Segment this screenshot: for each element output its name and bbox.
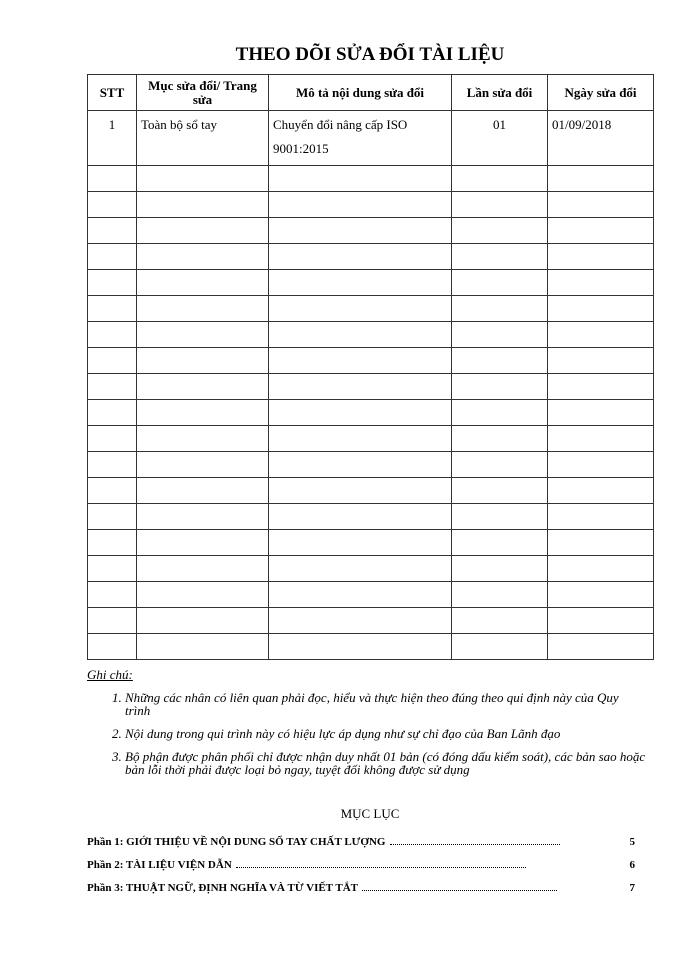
table-cell-empty: [88, 426, 137, 452]
table-cell-empty: [269, 270, 452, 296]
toc-leader: [236, 867, 526, 868]
toc-label: Phần 1: GIỚI THIỆU VỀ NỘI DUNG SỔ TAY CHẤT LƯỢNG: [87, 836, 386, 848]
table-cell-empty: [88, 322, 137, 348]
toc-title: MỤC LỤC: [340, 806, 400, 821]
table-cell-empty: [88, 530, 137, 556]
table-cell-empty: [137, 166, 269, 192]
table-cell-empty: [137, 348, 269, 374]
table-cell-empty: [137, 452, 269, 478]
note-item: 3. Bộ phận được phân phối chỉ được nhận duy nhất 01 bản (có đóng dấu kiểm soát), các bản sao hoặc bản lỗi thời phải được loại bỏ ngay, tuyệt đối không được sử dụng: [125, 750, 647, 776]
table-row-empty: [88, 608, 654, 634]
table-row-empty: [88, 218, 654, 244]
table-cell-empty: [452, 348, 548, 374]
header-date: Ngày sửa đổi: [548, 75, 654, 111]
table-cell-empty: [137, 374, 269, 400]
table-row-empty: [88, 296, 654, 322]
notes-section: [87, 667, 647, 786]
table-cell-empty: [548, 556, 654, 582]
table-cell-empty: [452, 166, 548, 192]
cell-description: Chuyển đổi nâng cấp ISO 9001:2015: [269, 111, 452, 166]
table-cell-empty: [88, 166, 137, 192]
table-row-empty: [88, 322, 654, 348]
header-description: Mô tả nội dung sửa đổi: [269, 75, 452, 111]
table-row-empty: [88, 192, 654, 218]
table-cell-empty: [452, 400, 548, 426]
table-row-empty: [88, 556, 654, 582]
table-cell-empty: [452, 192, 548, 218]
table-cell-empty: [452, 296, 548, 322]
table-cell-empty: [548, 608, 654, 634]
toc-entry[interactable]: [87, 882, 635, 905]
table-cell-empty: [269, 296, 452, 322]
cell-date: 01/09/2018: [548, 111, 654, 166]
table-cell-empty: [137, 296, 269, 322]
table-cell-empty: [452, 608, 548, 634]
table-cell-empty: [548, 374, 654, 400]
table-cell-empty: [452, 374, 548, 400]
table-row-empty: [88, 452, 654, 478]
table-cell-empty: [137, 504, 269, 530]
table-cell-empty: [88, 634, 137, 660]
toc-entry[interactable]: [87, 836, 635, 859]
table-cell-empty: [269, 426, 452, 452]
table-row-empty: [88, 400, 654, 426]
table-cell-empty: [269, 348, 452, 374]
table-cell-empty: [269, 218, 452, 244]
table-row: [88, 111, 654, 166]
table-cell-empty: [137, 322, 269, 348]
table-cell-empty: [88, 452, 137, 478]
table-row-empty: [88, 426, 654, 452]
table-cell-empty: [269, 478, 452, 504]
table-cell-empty: [548, 634, 654, 660]
table-cell-empty: [452, 504, 548, 530]
table-cell-empty: [548, 400, 654, 426]
table-cell-empty: [269, 634, 452, 660]
table-row-empty: [88, 270, 654, 296]
table-cell-empty: [88, 504, 137, 530]
table-cell-empty: [452, 270, 548, 296]
table-cell-empty: [137, 244, 269, 270]
table-cell-empty: [452, 218, 548, 244]
table-cell-empty: [137, 556, 269, 582]
table-cell-empty: [452, 556, 548, 582]
table-cell-empty: [88, 296, 137, 322]
table-cell-empty: [548, 530, 654, 556]
table-cell-empty: [88, 218, 137, 244]
table-cell-empty: [548, 452, 654, 478]
table-cell-empty: [548, 426, 654, 452]
table-cell-empty: [137, 478, 269, 504]
notes-list: [87, 691, 647, 776]
table-cell-empty: [269, 530, 452, 556]
table-cell-empty: [88, 478, 137, 504]
toc-entry[interactable]: [87, 859, 635, 882]
table-cell-empty: [548, 504, 654, 530]
table-cell-empty: [88, 270, 137, 296]
table-row-empty: [88, 348, 654, 374]
table-row-empty: [88, 166, 654, 192]
table-cell-empty: [269, 582, 452, 608]
table-cell-empty: [548, 244, 654, 270]
toc-page: 7: [629, 882, 635, 894]
table-cell-empty: [88, 348, 137, 374]
table-cell-empty: [88, 582, 137, 608]
table-cell-empty: [548, 270, 654, 296]
table-cell-empty: [269, 452, 452, 478]
toc-label: Phần 2: TÀI LIỆU VIỆN DẪN: [87, 859, 232, 871]
table-cell-empty: [137, 530, 269, 556]
toc-leader: [390, 844, 560, 845]
table-cell-empty: [137, 608, 269, 634]
table-row-empty: [88, 634, 654, 660]
table-cell-empty: [269, 400, 452, 426]
table-cell-empty: [548, 296, 654, 322]
table-cell-empty: [269, 374, 452, 400]
table-cell-empty: [452, 478, 548, 504]
header-stt: STT: [88, 75, 137, 111]
header-section: Mục sửa đổi/ Trang sửa: [137, 75, 269, 111]
table-row-empty: [88, 244, 654, 270]
table-row-empty: [88, 374, 654, 400]
notes-heading: Ghi chú:: [87, 667, 133, 682]
header-revision: Lần sửa đổi: [452, 75, 548, 111]
table-cell-empty: [269, 556, 452, 582]
table-cell-empty: [88, 192, 137, 218]
table-cell-empty: [137, 218, 269, 244]
table-cell-empty: [137, 426, 269, 452]
table-cell-empty: [452, 582, 548, 608]
note-item: 1. Những các nhân có liên quan phải đọc, hiểu và thực hiện theo đúng theo qui định này của Quy trình: [125, 691, 647, 717]
table-cell-empty: [137, 582, 269, 608]
table-cell-empty: [548, 192, 654, 218]
table-header-row: [88, 75, 654, 111]
table-cell-empty: [452, 452, 548, 478]
table-cell-empty: [137, 634, 269, 660]
revision-table: [87, 74, 654, 660]
table-cell-empty: [88, 244, 137, 270]
toc-leader: [362, 890, 557, 891]
table-row-empty: [88, 530, 654, 556]
cell-section: Toàn bộ sổ tay: [137, 111, 269, 166]
toc-page: 6: [629, 859, 635, 871]
table-cell-empty: [452, 322, 548, 348]
toc-label: Phần 3: THUẬT NGỮ, ĐỊNH NGHĨA VÀ TỪ VIẾT TẮT: [87, 882, 358, 894]
table-cell-empty: [548, 348, 654, 374]
table-cell-empty: [269, 608, 452, 634]
table-cell-empty: [269, 504, 452, 530]
table-cell-empty: [88, 556, 137, 582]
table-cell-empty: [137, 270, 269, 296]
table-cell-empty: [88, 400, 137, 426]
cell-stt: 1: [88, 111, 137, 166]
table-cell-empty: [269, 166, 452, 192]
table-cell-empty: [269, 244, 452, 270]
cell-revision: 01: [452, 111, 548, 166]
table-cell-empty: [452, 530, 548, 556]
toc-page: 5: [629, 836, 635, 848]
page-title: THEO DÕI SỬA ĐỔI TÀI LIỆU: [235, 44, 505, 65]
table-of-contents: [87, 836, 635, 905]
table-cell-empty: [88, 374, 137, 400]
table-cell-empty: [88, 608, 137, 634]
table-cell-empty: [452, 426, 548, 452]
table-row-empty: [88, 582, 654, 608]
table-cell-empty: [548, 582, 654, 608]
table-cell-empty: [548, 478, 654, 504]
table-cell-empty: [137, 192, 269, 218]
table-row-empty: [88, 504, 654, 530]
note-item: 2. Nội dung trong qui trình này có hiệu lực áp dụng như sự chỉ đạo của Ban Lãnh đạo: [125, 727, 647, 740]
table-cell-empty: [137, 400, 269, 426]
table-cell-empty: [548, 166, 654, 192]
table-cell-empty: [269, 322, 452, 348]
table-cell-empty: [452, 634, 548, 660]
table-cell-empty: [269, 192, 452, 218]
table-cell-empty: [548, 322, 654, 348]
table-cell-empty: [452, 244, 548, 270]
table-cell-empty: [548, 218, 654, 244]
table-row-empty: [88, 478, 654, 504]
